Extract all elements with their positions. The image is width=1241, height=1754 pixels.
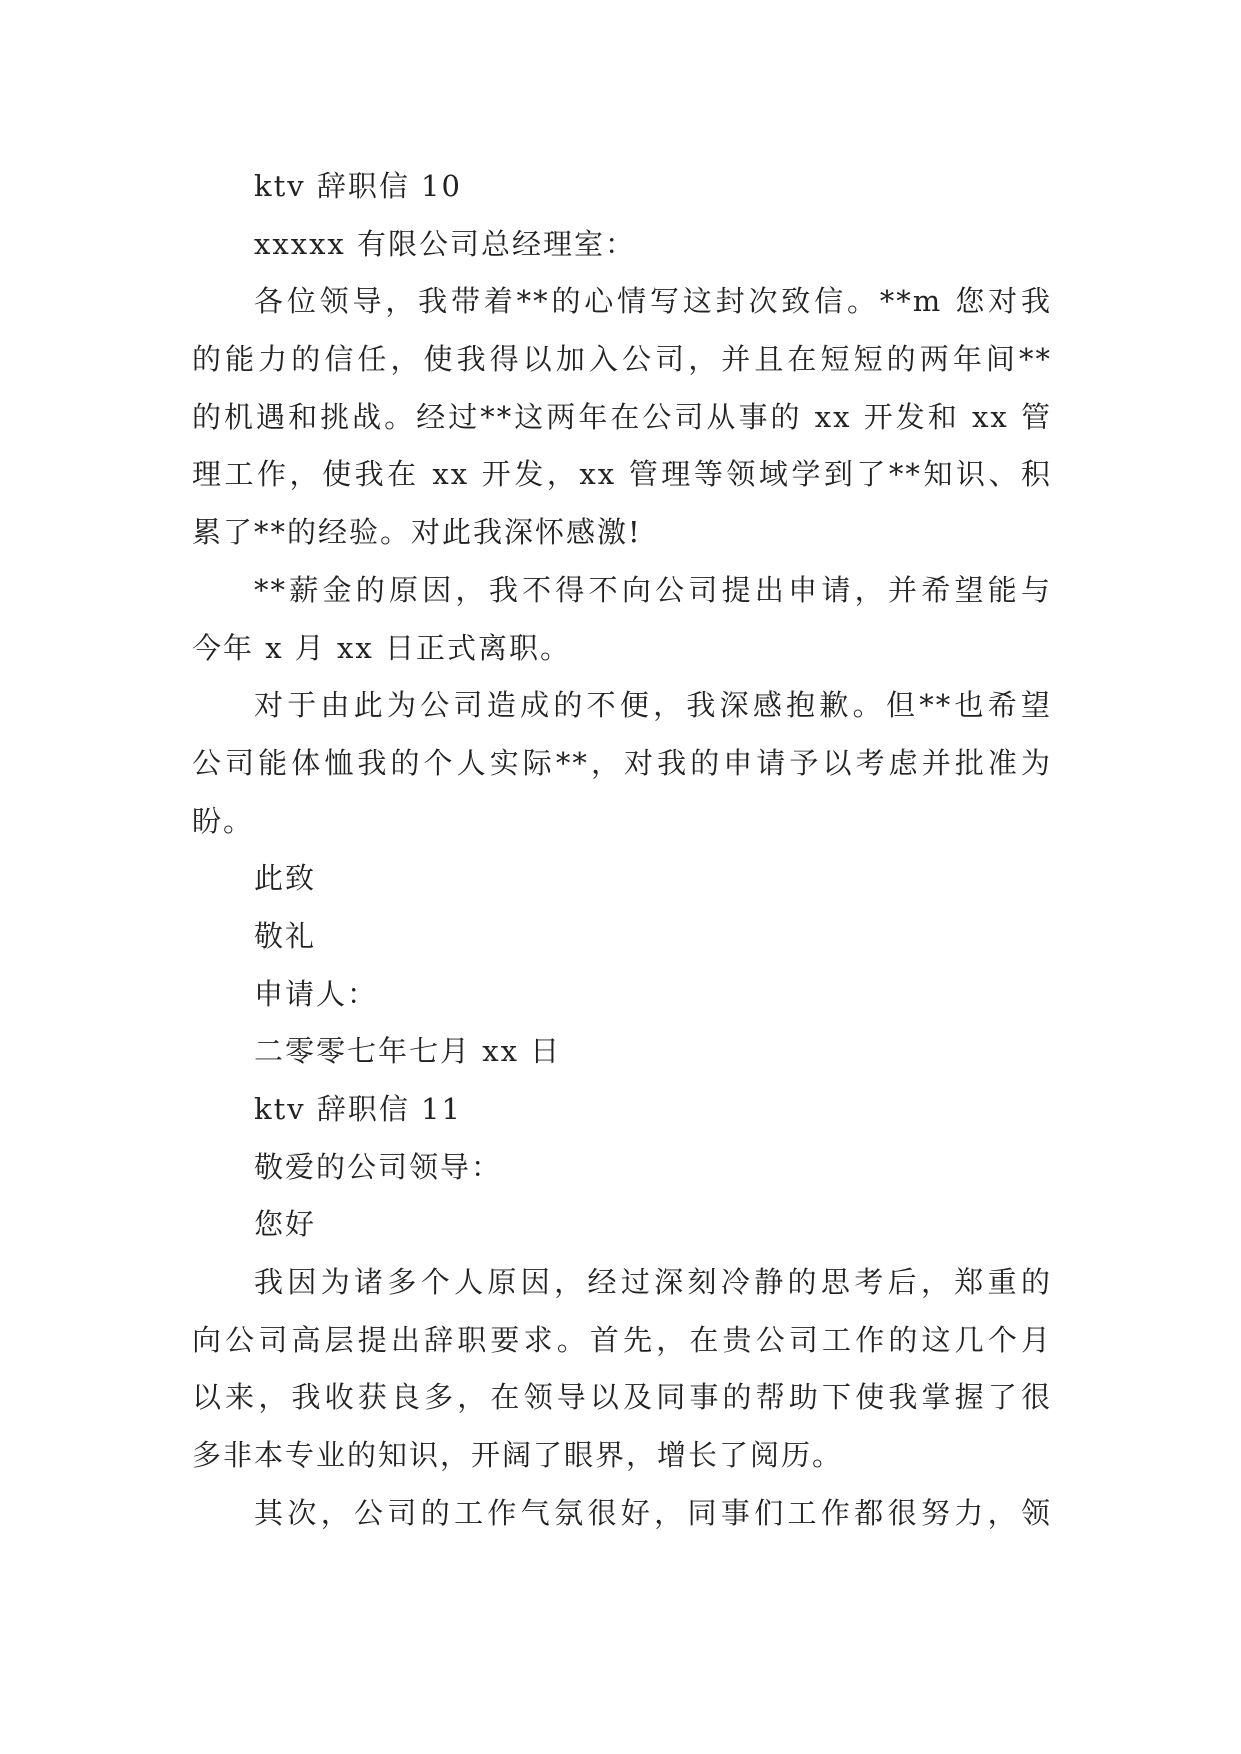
text-line: 的机遇和挑战。经过**这两年在公司从事的 xx 开发和 xx 管 — [192, 399, 1052, 434]
text-line: 以来，我收获良多，在领导以及同事的帮助下使我掌握了很 — [192, 1380, 1052, 1415]
text-line: 多非本专业的知识，开阔了眼界，增长了阅历。 — [192, 1438, 844, 1473]
text-line: 其次，公司的工作气氛很好，同事们工作都很努力，领 — [254, 1495, 1052, 1530]
text-line: 对于由此为公司造成的不便，我深感抱歉。但**也希望 — [254, 688, 1052, 723]
text-line: 二零零七年七月 xx 日 — [254, 1034, 562, 1069]
text-line: 理工作，使我在 xx 开发，xx 管理等领域学到了**知识、积 — [192, 457, 1052, 492]
text-line: 公司能体恤我的个人实际**，对我的申请予以考虑并批准为 — [192, 745, 1052, 780]
text-line: ktv 辞职信 11 — [254, 1092, 462, 1126]
text-line: 此致 — [254, 861, 317, 896]
text-line: 的能力的信任，使我得以加入公司，并且在短短的两年间** — [192, 342, 1052, 377]
text-line: 敬爱的公司领导： — [254, 1149, 503, 1184]
text-line: 敬礼 — [254, 918, 317, 953]
document-body — [192, 158, 1052, 1543]
text-line: 盼。 — [192, 803, 255, 838]
text-line: 向公司高层提出辞职要求。首先，在贵公司工作的这几个月 — [192, 1322, 1052, 1357]
text-line: 今年 x 月 xx 日正式离职。 — [192, 630, 571, 665]
text-line: ktv 辞职信 10 — [254, 169, 462, 203]
text-line: 累了**的经验。对此我深怀感激! — [192, 515, 642, 550]
text-line: 申请人： — [254, 976, 379, 1011]
text-line: 您好 — [254, 1207, 317, 1242]
text-line: 我因为诸多个人原因，经过深刻冷静的思考后，郑重的 — [254, 1265, 1052, 1300]
text-line: xxxxx 有限公司总经理室： — [254, 226, 636, 261]
text-line: 各位领导，我带着**的心情写这封次致信。**m 您对我 — [254, 284, 1052, 319]
text-line: **薪金的原因，我不得不向公司提出申请，并希望能与 — [254, 572, 1052, 607]
